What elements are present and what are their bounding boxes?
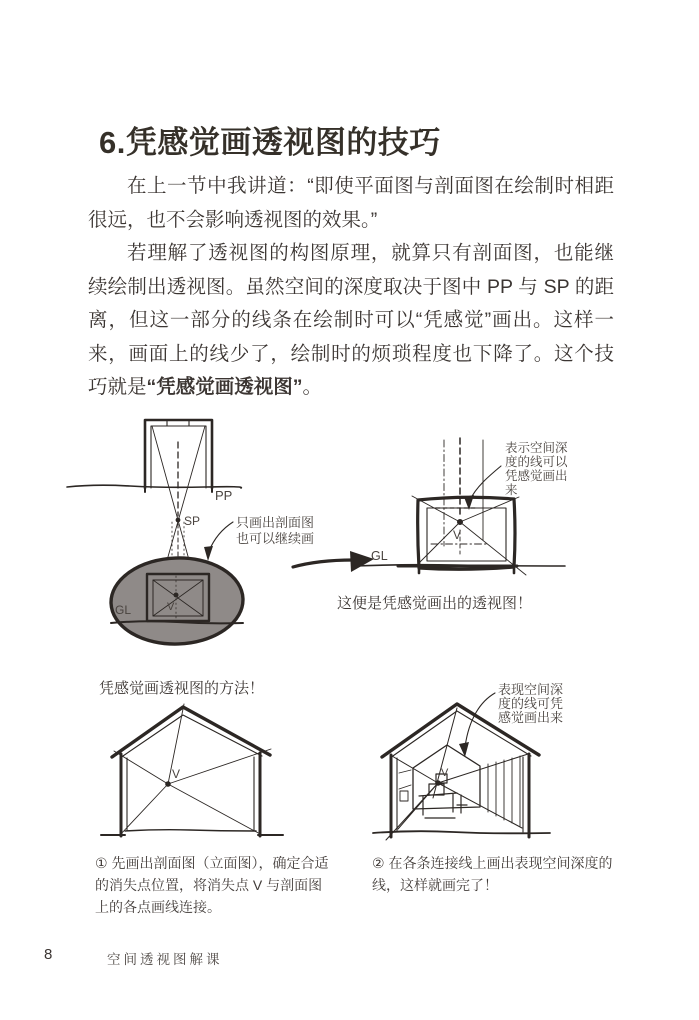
gl-label: GL xyxy=(371,549,388,563)
connecting-lines xyxy=(114,704,271,835)
annotation-right-line2: 度的线可以 xyxy=(505,455,568,469)
step2-caption: ② 在各条连接线上画出表现空间深度的线，这样就画完了！ xyxy=(372,855,613,893)
sp-label: SP xyxy=(184,514,201,528)
annotation-line3: 感觉画出来 xyxy=(498,710,564,725)
leader-arrow-icon xyxy=(459,742,469,757)
inner-frame xyxy=(427,508,506,561)
v-point xyxy=(457,519,463,525)
annotation-line2: 度的线可凭 xyxy=(498,696,564,711)
leader-curve xyxy=(470,466,501,500)
sp-point xyxy=(176,518,181,523)
key-phrase-bold: “凭感觉画透视图” xyxy=(146,376,303,398)
v-label: V xyxy=(167,601,175,613)
annotation-right-line4: 来 xyxy=(505,483,518,497)
annotation-left-line2: 也可以继续画 xyxy=(236,531,315,546)
figure1-caption: 这便是凭感觉画出的透视图！ xyxy=(337,595,533,612)
figure-step2-sketch xyxy=(55,663,645,858)
transition-arrow-shaft xyxy=(293,560,353,567)
page-number: 8 xyxy=(44,946,53,963)
annotation-right-line3: 凭感觉画出 xyxy=(505,469,568,483)
transition-arrow-icon xyxy=(293,551,374,572)
leader-arrow-icon xyxy=(204,546,213,561)
depth-lines xyxy=(386,708,528,840)
figure2-heading: 凭感觉画透视图的方法！ xyxy=(99,680,265,697)
section-house-sketch xyxy=(101,704,283,836)
v-point xyxy=(165,781,171,787)
annotation-left xyxy=(204,515,314,561)
v-point xyxy=(435,780,441,786)
v-point xyxy=(174,593,179,598)
furniture-sketch xyxy=(419,774,467,818)
annotation-left-line1: 只画出剖面图 xyxy=(236,515,315,530)
annotation-right xyxy=(464,440,568,510)
intro-paragraph-1: 在上一节中我讲道：“即使平面图与剖面图在绘制时相距很远，也不会影响透视图的效果。” xyxy=(88,175,614,231)
intro-paragraph-2 xyxy=(88,237,614,405)
v-label: V xyxy=(453,528,462,542)
roof-outer xyxy=(112,707,270,757)
intro-text xyxy=(88,170,614,405)
annotation-right-line1: 表示空间深 xyxy=(505,441,568,455)
pp-label: PP xyxy=(215,488,233,503)
annotation-depth xyxy=(459,682,563,757)
book-title: 空间透视图解课 xyxy=(107,952,223,967)
intro-paragraph-2-period: 。 xyxy=(302,376,323,398)
intro-paragraph-2-normal: 若理解了透视图的构图原理，就算只有剖面图，也能继续绘制出透视图。虽然空间的深度取决于图中 PP 与 SP 的距离，但这一部分的线条在绘制时可以“凭感觉”画出。这样一来，画面上的线少了，绘制时的烦琐程度也下降了。这个技巧就是 xyxy=(88,242,614,398)
page-title: 6.凭感觉画透视图的技巧 xyxy=(99,124,441,160)
wall-feet xyxy=(145,488,212,492)
annotation-line1: 表现空间深 xyxy=(498,682,564,697)
gl-label: GL xyxy=(115,603,132,617)
section-ellipse-sketch xyxy=(110,556,245,647)
v-label: V xyxy=(441,767,449,779)
left-wall-shelf xyxy=(399,770,411,801)
step1-caption: ① 先画出剖面图（立面图），确定合适的消失点位置，将消失点 V 与剖面图上的各点画线连接。 xyxy=(95,855,329,915)
v-label: V xyxy=(172,767,181,781)
right-wall-panels xyxy=(488,756,520,826)
floor-line xyxy=(125,830,256,831)
highlight-ellipse xyxy=(110,556,245,647)
